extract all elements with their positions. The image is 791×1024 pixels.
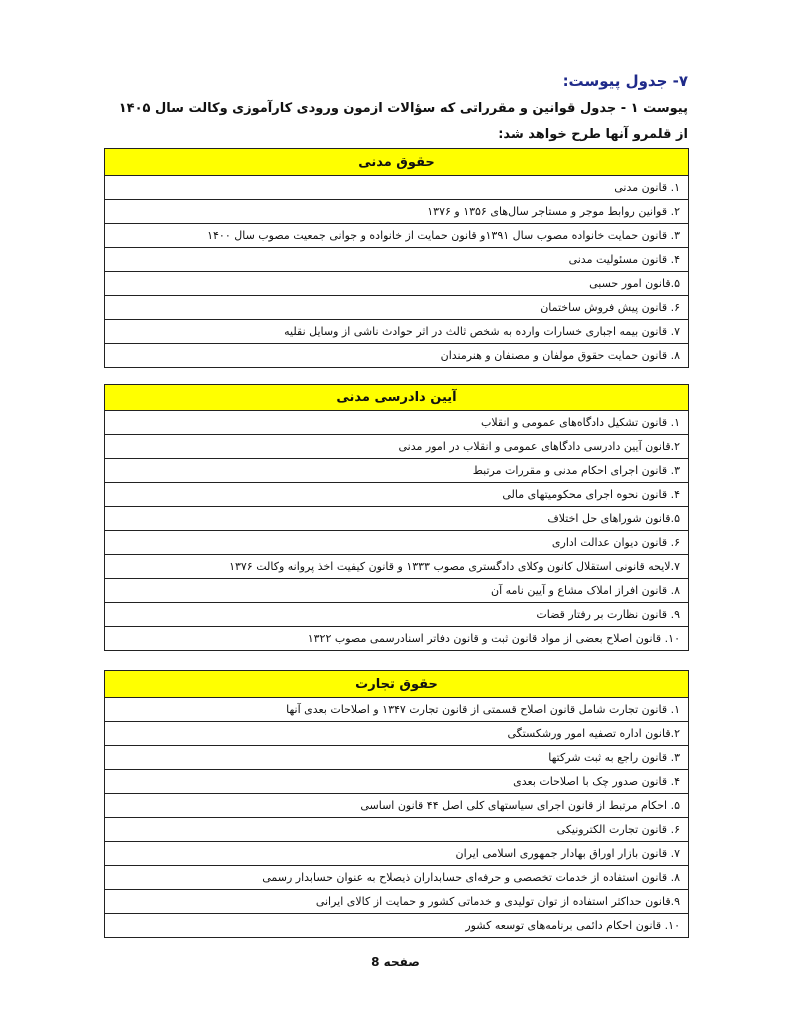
table-row: ۴. قانون صدور چک با اصلاحات بعدی <box>105 770 689 794</box>
table-row: ۷.لایحه قانونی استقلال کانون وکلای دادگستری مصوب ۱۳۳۳ و قانون کیفیت اخذ پروانه وکالت ۱۳۷۶ <box>105 555 689 579</box>
table-row: ۲.قانون اداره تصفیه امور ورشکستگی <box>105 722 689 746</box>
table-row: ۷. قانون بیمه اجباری خسارات وارده به شخص ثالث در اثر حوادث ناشی از وسایل نقلیه <box>105 320 689 344</box>
table-row: ۲.قانون آیین دادرسی دادگاهای عمومی و انقلاب در امور مدنی <box>105 435 689 459</box>
table-title: حقوق تجارت <box>105 671 689 698</box>
table-row: ۳. قانون حمایت خانواده مصوب سال ۱۳۹۱و قانون حمایت از خانواده و جوانی جمعیت مصوب سال ۱۴۰۰ <box>105 224 689 248</box>
table-row: ۶. قانون دیوان عدالت اداری <box>105 531 689 555</box>
table-row: ۳. قانون اجرای احکام مدنی و مقررات مرتبط <box>105 459 689 483</box>
table-row: ۲. قوانین روابط موجر و مستاجر سال‌های ۱۳۵۶ و ۱۳۷۶ <box>105 200 689 224</box>
table-row: ۱۰. قانون اصلاح بعضی از مواد قانون ثبت و قانون دفاتر اسنادرسمی مصوب ۱۳۲۲ <box>105 627 689 651</box>
table-row: ۶. قانون تجارت الکترونیکی <box>105 818 689 842</box>
table-row: ۸. قانون حمایت حقوق مولفان و مصنفان و هنرمندان <box>105 344 689 368</box>
civil-law-table <box>104 148 689 368</box>
table-row: ۶. قانون پیش فروش ساختمان <box>105 296 689 320</box>
page-number: صفحه 8 <box>371 955 420 969</box>
table-row: ۸. قانون استفاده از خدمات تخصصی و حرفه‌ای حسابداران ذیصلاح به عنوان حسابدار رسمی <box>105 866 689 890</box>
table-row: ۸. قانون افراز املاک مشاع و آیین نامه آن <box>105 579 689 603</box>
table-row: ۷. قانون بازار اوراق بهادار جمهوری اسلامی ایران <box>105 842 689 866</box>
table-title: حقوق مدنی <box>105 149 689 176</box>
commercial-law-table <box>104 670 689 938</box>
table-row: ۴. قانون مسئولیت مدنی <box>105 248 689 272</box>
intro-paragraph: پیوست ۱ - جدول قوانین و مقرراتی که سؤالات ازمون ورودی کارآموزی وکالت سال ۱۴۰۵ از قلمرو آنها طرح خواهد شد: <box>118 101 688 142</box>
table-row: ۱. قانون تشکیل دادگاه‌های عمومی و انقلاب <box>105 411 689 435</box>
table-row: ۱. قانون مدنی <box>105 176 689 200</box>
table-row: ۵.قانون امور حسبی <box>105 272 689 296</box>
table-row: ۳. قانون راجع به ثبت شرکتها <box>105 746 689 770</box>
table-title: آیین دادرسی مدنی <box>105 385 689 411</box>
table-row: ۹. قانون نظارت بر رفتار قضات <box>105 603 689 627</box>
table-row: ۴. قانون نحوه اجرای محکومیتهای مالی <box>105 483 689 507</box>
table-row: ۱. قانون تجارت شامل قانون اصلاح قسمتی از قانون تجارت ۱۳۴۷ و اصلاحات بعدی آنها <box>105 698 689 722</box>
table-row: ۹.قانون حداکثر استفاده از توان تولیدی و خدماتی کشور و حمایت از کالای ایرانی <box>105 890 689 914</box>
table-row: ۱۰. قانون احکام دائمی برنامه‌های توسعه کشور <box>105 914 689 938</box>
civil-procedure-table <box>104 384 689 651</box>
table-row: ۵. احکام مرتبط از قانون اجرای سیاستهای کلی اصل ۴۴ قانون اساسی <box>105 794 689 818</box>
section-heading: ۷- جدول پیوست: <box>562 72 688 90</box>
table-row: ۵.قانون شوراهای حل اختلاف <box>105 507 689 531</box>
